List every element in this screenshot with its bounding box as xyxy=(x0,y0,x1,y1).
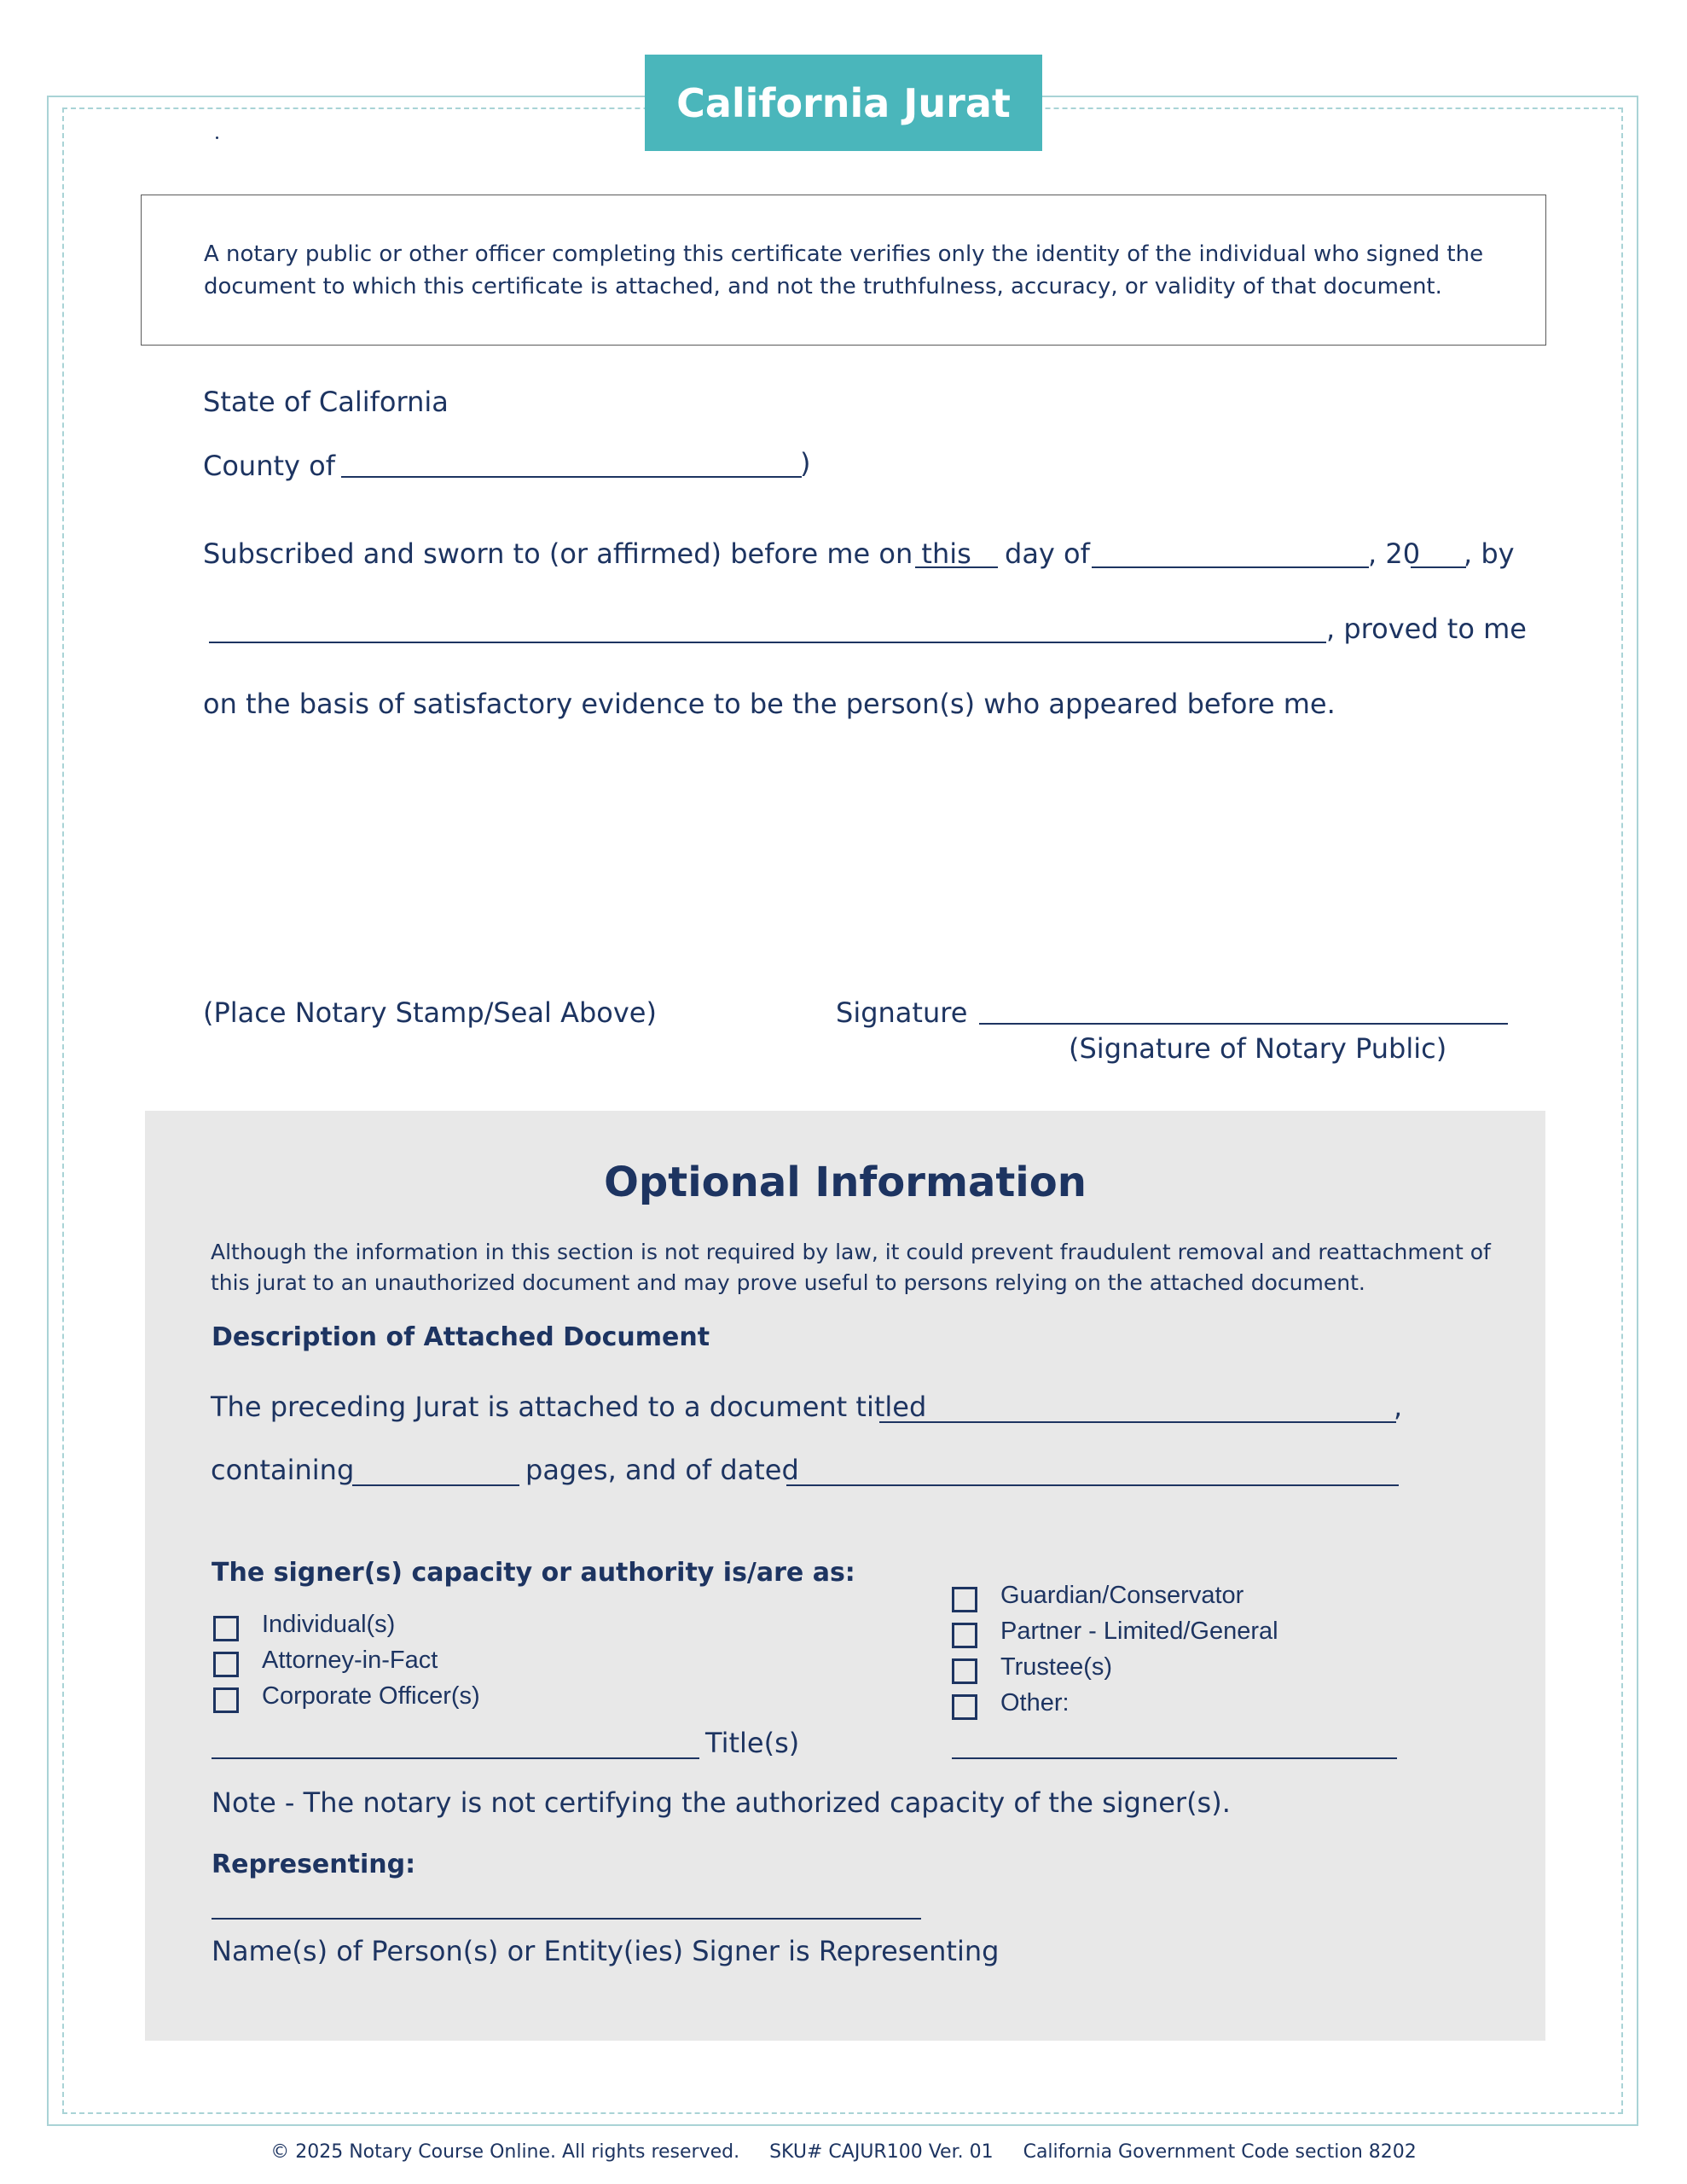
capacity-guardian-label: Guardian/Conservator xyxy=(1000,1582,1244,1609)
containing-text: containing xyxy=(211,1454,355,1486)
year-field[interactable] xyxy=(1411,566,1466,568)
representing-heading: Representing: xyxy=(212,1850,416,1879)
county-label: County of xyxy=(203,450,335,482)
by-text: , by xyxy=(1464,537,1515,570)
pages-dated-text: pages, and of dated xyxy=(525,1454,799,1486)
representing-field[interactable] xyxy=(212,1918,921,1920)
capacity-note: Note - The notary is not certifying the authorized capacity of the signer(s). xyxy=(212,1786,1231,1819)
state-label: State of California xyxy=(203,386,449,418)
titles-field[interactable] xyxy=(212,1757,699,1759)
sworn-text: Subscribed and sworn to (or affirmed) before me on this xyxy=(203,537,971,570)
capacity-heading: The signer(s) capacity or authority is/are as: xyxy=(212,1558,855,1588)
other-capacity-field[interactable] xyxy=(952,1757,1397,1759)
doc-titled-text: The preceding Jurat is attached to a document titled xyxy=(211,1391,927,1423)
year-prefix-text: , 20 xyxy=(1368,537,1421,570)
form-title xyxy=(645,55,1042,151)
titles-label: Title(s) xyxy=(705,1727,800,1759)
footer-code: California Government Code section 8202 xyxy=(1023,2141,1417,2163)
description-heading: Description of Attached Document xyxy=(212,1322,710,1352)
checkbox-trustee[interactable] xyxy=(952,1658,977,1684)
notary-signature-caption: (Signature of Notary Public) xyxy=(1069,1032,1447,1065)
form-title-text: California Jurat xyxy=(676,79,1011,126)
footer-copyright: © 2025 Notary Course Online. All rights reserved. xyxy=(270,2141,740,2163)
optional-info-title: Optional Information xyxy=(604,1159,1087,1206)
capacity-attorney-label: Attorney-in-Fact xyxy=(262,1647,438,1674)
proved-text: , proved to me xyxy=(1326,613,1527,645)
disclaimer-line-1: A notary public or other officer completing this certificate verifies only the identity of the individual who signed the xyxy=(204,241,1484,267)
signer-name-field[interactable] xyxy=(209,642,1326,643)
optional-intro-line-1: Although the information in this section is not required by law, it could prevent fraudulent removal and reattachment of xyxy=(211,1240,1491,1264)
footer xyxy=(0,2141,1687,2163)
capacity-trustee-label: Trustee(s) xyxy=(1000,1653,1113,1681)
checkbox-guardian[interactable] xyxy=(952,1587,977,1612)
notary-signature-field[interactable] xyxy=(979,1023,1508,1025)
optional-intro-line-2: this jurat to an unauthorized document and may prove useful to persons relying on the attached document. xyxy=(211,1270,1365,1295)
stray-dot xyxy=(216,136,218,139)
checkbox-attorney-in-fact[interactable] xyxy=(213,1652,239,1677)
disclaimer-line-2: document to which this certificate is attached, and not the truthfulness, accuracy, or validity of that document. xyxy=(204,274,1442,299)
checkbox-other[interactable] xyxy=(952,1694,977,1720)
document-date-field[interactable] xyxy=(786,1484,1399,1486)
checkbox-partner[interactable] xyxy=(952,1623,977,1648)
day-of-text: day of xyxy=(1005,537,1090,570)
representing-caption: Name(s) of Person(s) or Entity(ies) Signer is Representing xyxy=(212,1935,1000,1967)
disclaimer-box xyxy=(141,195,1546,346)
county-field[interactable] xyxy=(341,476,802,478)
doc-title-comma: , xyxy=(1394,1391,1403,1423)
stamp-placeholder-label: (Place Notary Stamp/Seal Above) xyxy=(203,996,657,1029)
optional-info-panel xyxy=(145,1111,1545,2041)
capacity-partner-label: Partner - Limited/General xyxy=(1000,1618,1278,1645)
basis-text: on the basis of satisfactory evidence to be the person(s) who appeared before me. xyxy=(203,688,1336,720)
signature-label: Signature xyxy=(836,996,968,1029)
footer-sku: SKU# CAJUR100 Ver. 01 xyxy=(769,2141,994,2163)
checkbox-individual[interactable] xyxy=(213,1616,239,1641)
capacity-corporate-label: Corporate Officer(s) xyxy=(262,1682,480,1710)
checkbox-corporate-officer[interactable] xyxy=(213,1687,239,1713)
optional-info-intro xyxy=(211,1237,1490,1298)
capacity-other-label: Other: xyxy=(1000,1689,1070,1716)
doc-title-field[interactable] xyxy=(879,1421,1396,1423)
day-field[interactable] xyxy=(915,566,998,568)
month-field[interactable] xyxy=(1092,566,1369,568)
capacity-individual-label: Individual(s) xyxy=(262,1611,396,1638)
page-count-field[interactable] xyxy=(352,1484,519,1486)
county-close-paren: ) xyxy=(800,447,811,479)
